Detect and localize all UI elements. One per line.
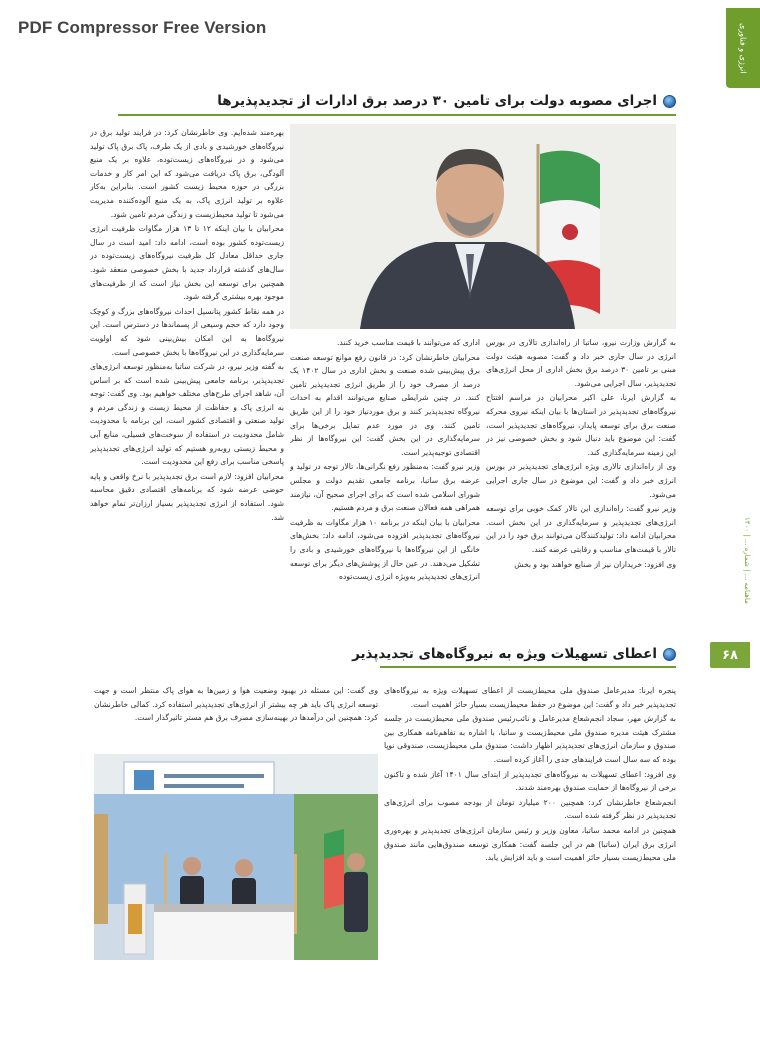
portrait-image	[290, 124, 676, 329]
paragraph: به گفته وزیر نیرو، در شرکت ساتبا به‌منظور توسعه انرژی‌های تجدیدپذیر، برنامه جامعی پیش‌بینی شده است که بر اساس آن، شاهد اجرای طرح‌های مختلف خواهیم بود. وی گفت: توجه به انرژی پاک و حفاظت از محیط زیست و زندگی مردم و تولید صنعتی و اقتصادی کشور است، این برنامه با محدودیت شامل محدودیت در استفاده از سوخت‌های فسیلی، منابع آبی و محیط زیستی روبه‌رو هستیم که تولید انرژی‌های تجدیدپذیر پاسخی مناسب برای رفع این محدودیت است.	[90, 362, 284, 467]
article1-title: اجرای مصوبه دولت برای تامین ۳۰ درصد برق ادارات از تجدیدپذیرها	[217, 93, 657, 109]
article1-col-right	[486, 336, 676, 642]
article1-rule	[118, 114, 676, 116]
paragraph: بهره‌مند شده‌ایم. وی خاطرنشان کرد: در فرایند تولید برق در نیروگاه‌های خورشیدی و بادی از یک طرف، پاک برق پاک تولید می‌شود و در نیروگاه‌های زیست‌توده، علاوه بر یک منبع آلودگی، برق پاک دریافت می‌شود که این امر کار و خدمات بزرگی در حوزه محیط زیست کشور است. بنابراین به‌کار علاوه بر تولید انرژی پاک، به یک منبع آلوده‌کننده مدیریت می‌شود تا تولید محیط‌زیست و زندگی مردم تامین شود.	[90, 128, 284, 219]
paragraph: انجم‌شعاع خاطرنشان کرد: همچنین ۲۰۰ میلیارد تومان از بودجه مصوب برای انرژی‌های تجدیدپذیر در نظر گرفته شده است.	[384, 797, 676, 821]
paragraph: به گزارش وزارت نیرو، ساتبا از راه‌اندازی تالاری در بورس انرژی در سال جاری خبر داد و گفت: مصوبه هیئت دولت مبنی بر تامین ۳۰ درصد برق بخش اداری از محل انرژی‌های تجدیدپذیر، سال اجرایی می‌شود.	[486, 338, 676, 388]
paragraph: به گزارش ایرنا، علی اکبر محرابیان در مراسم افتتاح نیروگاه‌های تجدیدپذیر در استان‌ها با بیان اینکه نیروی محرکه صنعت برق برای توسعه پایدار، نیروگاه‌های تجدیدپذیر است، گفت: این موضوع باید دنبال شود و بخش خصوصی نیز در این زمینه سرمایه‌گذاری کند.	[486, 393, 676, 457]
section-tab	[726, 8, 760, 88]
paragraph: محرابیان افزود: لازم است برق تجدیدپذیر با نرخ واقعی و پایه حوضی عرضه شود که برنامه‌های اقتصادی دقیق محاسبه شود. استفاده از انرژی تجدیدپذیر بسیار ارزان‌تر تمام خواهد شد.	[90, 471, 284, 522]
article2-title: اعطای تسهیلات ویژه به نیروگاه‌های تجدیدپذیر	[352, 646, 657, 662]
paragraph: به گزارش مهر، سجاد انجم‌شعاع مدیرعامل و نائب‌رئیس صندوق ملی محیط‌زیست در جلسه مشترک هیئت مدیره صندوق ملی محیط‌زیست و ساتبا، با اشاره به تفاهم‌نامه همکاری بین صندوق و سازمان انرژی‌های تجدیدپذیر اظهار داشت: صندوق ملی محیط‌زیست، صندوقی نوپا بوده که سه سال است فرایندهای جدی را آغاز کرده است.	[384, 714, 676, 764]
article2-col-right	[384, 684, 676, 954]
paragraph: وی افزود: خریداران نیز از صنایع خواهند بود و بخش	[514, 559, 676, 569]
article1-col-left	[90, 126, 284, 642]
article1-photo	[290, 124, 676, 329]
side-strip-label: ماهنامه ... | شماره ... | ۱۴۰۰	[743, 516, 751, 604]
paragraph: محرابیان خاطرنشان کرد: در قانون رفع موانع توسعه صنعت برق پیش‌بینی شده صنعت و بخش اداری در سال ۱۴۰۲ یک درصد از مصرف خود را از طریق انرژی تجدیدپذیر تامین کنند. در چنین شرایطی صنایع می‌توانند اقدام به احداث نیروگاه تجدیدپذیر کنند و برق موردنیاز خود را از این طریق تامین کنند. وی در مورد عدم تمایل برخی‌ها برای سرمایه‌گذاری در این بخش گفت: این نیروگاه‌ها از نظر اقتصادی توجیه‌پذیر است.	[290, 352, 480, 457]
paragraph: وزیر نیرو گفت: راه‌اندازی این تالار کمک خوبی برای توسعه انرژی‌های تجدیدپذیر و سرمایه‌گذاری در این بخش است. محرابیان ادامه داد: تولیدکنندگان می‌توانند برق خود را در این تالار با قیمت‌های مناسب و رقابتی عرضه کنند.	[486, 504, 676, 554]
ceremony-image	[94, 754, 378, 960]
paragraph: اداری که می‌توانند با قیمت مناسب خرید کنند.	[337, 338, 480, 347]
paragraph: وی افزود: اعطای تسهیلات به نیروگاه‌های تجدیدپذیر از ابتدای سال ۱۴۰۱ آغاز شده و تاکنون برخی از نیروگاه‌ها از حمایت صندوق بهره‌مند شدند.	[384, 769, 676, 793]
paragraph: همچنین در ادامه محمد ساتبا، معاون وزیر و رئیس سازمان انرژی‌های تجدیدپذیر و بهره‌وری انرژی برق ایران (ساتبا) هم در این جلسه گفت: همکاری توسعه صندوق‌هایی مانند صندوق ملی محیط‌زیست بسیار حائز اهمیت است و باید افزایش یابد.	[384, 825, 676, 863]
section-tab-label: انرژی و فناوری	[738, 22, 748, 74]
paragraph: در همه نقاط کشور پتانسیل احداث نیروگاه‌های بزرگ و کوچک وجود دارد که حجم وسیعی از پسماندها در دسترس است. این نیروگاه‌ها به این امکان بیش‌بینی شود که اولویت سرمایه‌گذاری در این نیروگاه‌ها با بخش خصوصی است.	[90, 306, 284, 357]
article2-col-left	[94, 684, 378, 744]
paragraph: وی از راه‌اندازی تالاری ویژه انرژی‌های تجدیدپذیر در بورس انرژی خبر داد و گفت: این موضوع در سال جاری اجرایی می‌شود.	[486, 462, 676, 499]
paragraph: وی گفت: این مسئله در بهبود وضعیت هوا و زمین‌ها به هوای پاک منتظر است و جهت توسعه انرژی پاک باید هر چه بیشتر از انرژی‌های تجدیدپذیر استفاده کرد. کمالی خاطرنشان کرد: همچنین این درآمدها در بهینه‌سازی مصرف برق هم مستر تاثیرگذار است.	[94, 686, 378, 723]
headline-bullet-icon	[663, 95, 676, 108]
page-number: ۶۸	[710, 642, 750, 668]
watermark: PDF Compressor Free Version	[18, 18, 267, 37]
paragraph: پنجره ایرنا: مدیرعامل صندوق ملی محیط‌زیست از اعطای تسهیلات ویژه به نیروگاه‌های تجدیدپذیر خبر داد و گفت: این موضوع در حفظ محیط‌زیست بسیار حائز اهمیت است.	[384, 686, 676, 709]
article2-rule	[380, 666, 676, 668]
article1-headline	[217, 93, 676, 109]
article2-photo	[94, 754, 378, 960]
paragraph: محرابیان با بیان اینکه در برنامه ۱۰ هزار مگاوات به ظرفیت نیروگاه‌های تجدیدپذیر افزوده می‌شود، ادامه داد: بخش‌های خانگی از این نیروگاه‌ها با نیروگاه‌های خورشیدی و بادی را تشکیل می‌دهند. در عین حال از پوشش‌های دیگر برای توسعه انرژی‌های تجدیدپذیر به‌ویژه انرژی زیست‌توده	[290, 517, 480, 582]
article1-col-middle	[290, 336, 480, 642]
article2-headline	[352, 646, 676, 662]
paragraph: وزیر نیرو گفت: به‌منظور رفع نگرانی‌ها، تالار توجه در تولید و عرضه برق ساتبا، برنامه جامعی تقدیم دولت و مجلس شورای اسلامی شده است که برای اجرای صحیح آن، نیازمند همراهی همه فعالان صنعت برق و مردم هستیم.	[290, 462, 480, 513]
paragraph: محرابیان با بیان اینکه ۱۲ تا ۱۳ هزار مگاوات ظرفیت انرژی زیست‌توده کشور بوده است، ادامه داد: امید است در سال جاری حداقل معادل کل ظرفیت نیروگاه‌های زیست‌توده در سال‌های گذشته قرارداد جدید با بخش خصوصی منعقد شود. همچنین برای توسعه این بخش نیاز است که از ظرفیت‌های موجود بهره بیشتری گرفته شود.	[90, 224, 284, 302]
headline-bullet-icon	[663, 648, 676, 661]
